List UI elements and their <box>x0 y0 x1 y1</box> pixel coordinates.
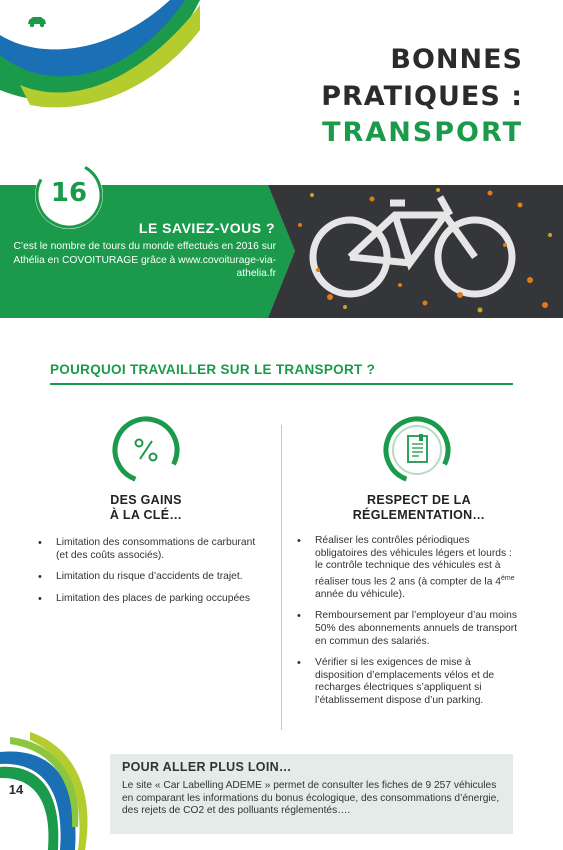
did-you-know-heading: LE SAVIEZ-VOUS ? <box>138 220 275 236</box>
column-divider <box>281 425 282 730</box>
regulation-title <box>330 493 508 523</box>
car-icon <box>26 16 48 28</box>
gains-title-line-1: DES GAINS <box>110 493 182 507</box>
regulation-title-line-1: RESPECT DE LA <box>367 493 471 507</box>
list-item-text: année du véhicule). <box>315 588 405 600</box>
badge-number: 16 <box>50 178 88 208</box>
page-title-line-3: TRANSPORT <box>322 117 523 148</box>
section-title: POURQUOI TRAVAILLER SUR LE TRANSPORT ? <box>50 362 376 377</box>
section-underline <box>50 383 513 385</box>
list-item: • Limitation du risque d’accidents de trajet. <box>36 571 256 584</box>
info-box-text: Le site « Car Labelling ADEME » permet de consulter les fiches de 9 257 véhicules en comparant les informations du bonus écologique, des consommations d’énergie, des rejets de CO2 et des polluants réglementés…. <box>122 780 500 817</box>
bicycle-lane-photo <box>260 185 563 318</box>
gains-list <box>36 537 256 614</box>
did-you-know-text: C’est le nombre de tours du monde effectués en 2016 sur Athélia en COVOITURAGE grâce à www.covoiturage-via-athelia.fr <box>13 241 276 279</box>
list-item: • Limitation des consommations de carburant (et des coûts associés). <box>36 537 256 562</box>
regulation-list <box>295 535 520 717</box>
list-item: • Limitation des places de parking occupées <box>36 593 256 606</box>
list-item-text: Réaliser les contrôles périodiques obligatoires des véhicules légers et lourds : le contrôle technique des véhicules est à réaliser tous les 2 ans (à compter de la 4 <box>315 535 512 588</box>
regulation-title-line-2: RÉGLEMENTATION… <box>352 508 486 522</box>
gains-title-line-2: À LA CLÉ… <box>109 508 183 522</box>
list-item: • Vérifier si les exigences de mise à disposition d’emplacements vélos et de recharges électriques s’appliquent si l’établissement dispose d’un parking. <box>295 657 520 707</box>
percent-icon <box>108 412 184 488</box>
gains-title <box>60 493 232 523</box>
page-title-line-1: BONNES <box>390 44 523 75</box>
list-item: • Remboursement par l’employeur d’au moins 50% des abonnements annuels de transport en commun des salariés. <box>295 610 520 648</box>
document-icon <box>379 412 455 488</box>
page-title-line-2: PRATIQUES : <box>321 81 523 112</box>
page-number: 14 <box>8 782 24 797</box>
ordinal-superscript: ème <box>501 574 515 582</box>
list-item <box>295 535 520 601</box>
info-box-title: POUR ALLER PLUS LOIN… <box>122 760 292 774</box>
